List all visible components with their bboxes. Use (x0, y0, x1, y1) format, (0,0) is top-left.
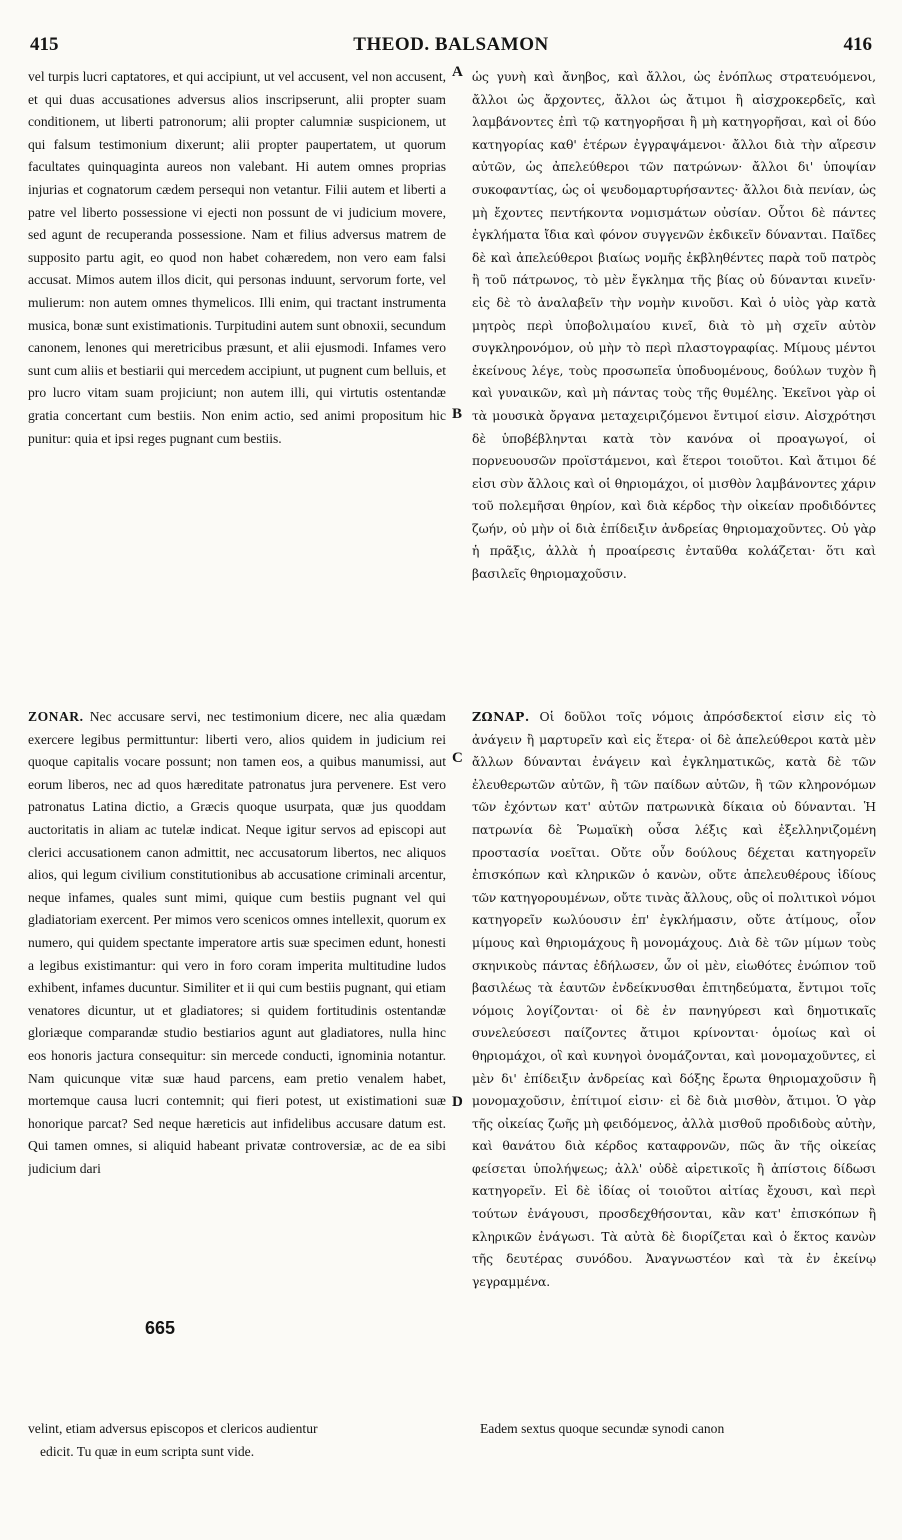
folio-number: 665 (145, 1318, 176, 1338)
tail-line-1-left: velint, etiam adversus episcopos et clericos audientur (28, 1421, 318, 1436)
running-title: THEOD. BALSAMON (353, 34, 549, 55)
greek-paragraph-bottom (472, 706, 876, 1293)
section-marker-d: D (452, 1094, 463, 1110)
latin-paragraph-bottom (28, 706, 446, 1180)
greek-column-bottom (472, 706, 876, 1402)
tail-line-1-right: Eadem sextus quoque secundæ synodi canon (480, 1421, 725, 1436)
latin-commentary: Nec accusare servi, nec testimonium dicere, nec alia quædam exercere legibus permittuntur: liberti vero, alios quidem in judicium rei quoque capitalis vocare possunt; non tamen eos, a quibus manumissi, aut eorum liberos, nec ad quos hæreditate patronatus jura pervenere. Est vero patronatus Latina dictio, a Græcis quoque usurpata, quæ jus quoddam auctoritatis in aliam ac tutelæ indicat. Neque igitur servos ad episcopi aut clerici accusationem canon admittit, nec accusatorum libertos, nec aliquos alios, qui legum civilium constitutionibus ab accusatione criminali arcentur, neque infames, quales sunt mimi, quique cum bestiis pugnant vel qui gladiatoriam exercent. Per mimos vero scenicos omnes intellexit, quorum ex numero, qui quidem spectante imperatore artis suæ specimen edunt, honesti a legibus existimantur: qui vero in foro coram imperita multitudine ludos exhibent, infames ducuntur. Similiter et ii qui cum bestiis pugnant, qui etiam venatores dicuntur, ut et gladiatores; si quidem fortitudinis ostentandæ gloriæque comparandæ studio bestiarios agunt aut gladiatores, nulla hinc eos honoris jactura consequitur: sin mercede conducti, ignominia notantur. Nam quicunque vitæ suæ haud parcens, eam pretio venalem habet, mortemque causa lucri contemnit; qui fieri potest, ut existimationi suæ honorique parcat? Sed neque hæreticis aut infidelibus accusare datum est. Qui tamen omnes, si aliquid habeant privatæ controversiæ, ac de ea sibi judicium dari (28, 709, 446, 1176)
section-marker-c: C (452, 750, 463, 766)
greek-column-top (472, 66, 876, 666)
page-number-left: 415 (30, 34, 59, 55)
zonar-heading-greek: ΖΩΝΑΡ. (472, 709, 530, 724)
page-number-right: 416 (843, 34, 872, 55)
latin-column-bottom (28, 706, 446, 1416)
latin-column-top (28, 66, 446, 666)
section-marker-a: A (452, 64, 463, 80)
tail-line-2-left: edicit. Tu quæ in eum scripta sunt vide. (40, 1444, 255, 1459)
section-marker-b: B (452, 406, 463, 422)
zonar-heading-latin: ZONAR. (28, 709, 84, 724)
page-header (30, 34, 872, 62)
greek-paragraph-top: ὡς γυνὴ καὶ ἄνηβος, καὶ ἄλλοι, ὡς ἐνόπλως στρατευόμενοι, ἄλλοι ὡς ἄρχοντες, ἄλλοι ὡς ἄτιμοι ἢ αἰσχροκερδεῖς, καὶ λαμβάνοντες ἐπὶ τῷ κατηγορῆσαι ἢ μὴ κατηγορῆσαι, καὶ οἱ δύο κατηγορίας καθ' ἑτέρων ἐγγραψάμενοι· ἄλλοι διὰ τὴν αἵρεσιν αὐτῶν, ὡς ἀπελεύθεροι τῶν πατρώνων· ἄλλοι δι' ὑποψίαν συκοφαντίας, ὡς οἱ ψευδομαρτυρήσαντες· ἄλλοι διὰ πενίαν, ὡς μὴ ἔχοντες πεντήκοντα νομισμάτων οὐσίαν. Οὗτοι δὲ πάντες ἐγκλήματα ἴδια καὶ φόνον συγγενῶν ἐκδικεῖν δύνανται. Παῖδες δὲ καὶ ἀπελεύθεροι βιαίως νομῆς ἐκβληθέντες παρὰ τοῦ πατρὸς ἢ τοῦ πάτρωνος, τὸ μὲν ἔγκλημα τῆς βίας οὐ δύνανται κινεῖν· εἰς δὲ τὸ ἀναλαβεῖν τὴν νομὴν κινοῦσι. Καὶ ὁ υἱὸς γὰρ κατὰ μητρὸς περὶ ὑποβολιμαίου κινεῖ, διὰ τὸ μὴ σχεῖν αὐτὸν συγκληρονόμον, οὐ μὴν τὸ περὶ πλαστογραφίας. Μίμους μέντοι ἐκείνους λέγε, τοὺς προσωπεῖα ὑποδυομένους, δούλων τυχὸν ἢ καὶ γυναικῶν, καὶ μὴ πάντας τοὺς τῆς θυμέλης. Ἐκεῖνοι γὰρ οἱ τὰ μουσικὰ ὄργανα μεταχειριζόμενοι ἔντιμοί εἰσιν. Αἰσχρότησι δὲ ὑποβέβληνται κατὰ τὸν κανόνα οἱ προαγωγοί, οἱ πορνευουσῶν προϊστάμενοι, καὶ ἕτεροι τοιοῦτοι. Καὶ ἄτιμοι δέ εἰσι σὺν ἄλλοις καὶ οἱ θηριομάχοι, οἱ μισθὸν λαμβάνοντες χάριν τοῦ πολεμῆσαι θηρίον, καὶ διὰ κέρδος τὴν οἰκείαν προδιδόντες ζωήν, οὐ μὴν οἱ διὰ ἐπίδειξιν ἀνδρείας θηριομαχοῦντες. Οὐ γὰρ ἡ πρᾶξις, ἀλλὰ ἡ προαίρεσις ἐνταῦθα κολάζεται· ὅτι καὶ βασιλεῖς θηριομαχοῦσιν. (472, 69, 876, 582)
latin-paragraph-top: vel turpis lucri captatores, et qui accipiunt, ut vel accusent, vel non accusent, et qui duas accusationes adversus alios inscripserunt, alii propter suam conditionem, ut liberti patronorum; alii propter calumniæ suspicionem, ut qui falsum testimonium dixerunt; alii propter paupertatem, ut quorum facultates quinquaginta aureos non valebant. Hi autem omnes proprias injurias et cognatorum cædem persequi non vetantur. Filii autem et liberti a patre vel liberto possessione vi ejecti non possunt de vi judicium movere, sed agunt de recuperanda possessione. Nam et filius adversus matrem de supposito partu agit, eo quod non habet cohæredem, non vero eam falsi accusat. Mimos autem illos dicit, qui personas induunt, servorum forte, vel mulierum: non autem omnes thymelicos. Illi enim, qui tractant instrumenta musica, bonæ sunt existimationis. Turpitudini autem sunt obnoxii, secundum canonem, lenones qui meretricibus præsunt, et alii ejusmodi. Infames vero sunt cum aliis et bestiarii qui mercedem accipiunt, ut pugnent cum belluis, et pro lucro vitam suam projiciunt; non autem illi, qui virtutis ostentandæ gratia concertant cum bestiis. Non enim actio, sed animi propositum hic punitur: quia et ipsi reges pugnant cum bestiis. (28, 69, 446, 446)
greek-commentary: Οἱ δοῦλοι τοῖς νόμοις ἀπρόσδεκτοί εἰσιν εἰς τὸ ἀνάγειν ἢ μαρτυρεῖν καὶ εἰς ἕτερα· οἱ δὲ ἀπελεύθεροι κατὰ μὲν ἄλλων δύνανται ἐνάγειν καὶ ἐγκληματικῶς, κατὰ δὲ τῶν ἐλευθερωτῶν αὐτῶν, ἢ τῶν παίδων αὐτῶν, ἢ τῶν κληρονόμων τῶν ἐχόντων κατ' αὐτῶν πατρωνικὰ δίκαια οὐ δύνανται. Ἡ πατρωνία δὲ Ῥωμαϊκὴ οὖσα λέξις καὶ ἐξελληνιζομένη προστασία νοεῖται. Οὔτε οὖν δούλους δέχεται κατηγορεῖν ἐπισκόπων καὶ κληρικῶν ὁ κανὼν, οὔτε ἀπελευθέρους ἰδίους τῶν κατηγορουμένων, οὔτε τινὰς ἄλλους, οὓς οἱ πολιτικοὶ νόμοι κατηγορεῖν κωλύουσιν ἐπ' ἐγκλήμασιν, οὔτε ἀτίμους, οἷον μίμους καὶ θηριομάχους ἢ μονομάχους. Διὰ δὲ τῶν μίμων τοὺς σκηνικοὺς πάντας ἐδήλωσεν, ὧν οἱ μὲν, εἰωθότες ἐνώπιον τοῦ βασιλέως τὰ ἑαυτῶν ἐνδείκνυσθαι ἐπιτηδεύματα, ἔντιμοι τοῖς νόμοις λογίζονται· οἱ δὲ ἐν πανηγύρεσι καὶ δημοτικαῖς συνελεύσεσι παίζοντες ἄτιμοι κρίνονται· ὁμοίως καὶ οἱ θηριομάχοι, οἳ καὶ κυνηγοὶ ὀνομάζονται, καὶ μονομαχοῦντες, εἰ μὲν δι' ἐπίδειξιν ἀνδρείας καὶ δόξης ἔρωτα θηριομαχοῦσιν ἢ μονομαχοῦσιν, ἐπίτιμοί εἰσιν· εἰ δὲ διὰ μισθὸν, ἄτιμοι. Ὁ γὰρ τῆς οἰκείας ζωῆς μὴ φειδόμενος, ἀλλὰ μισθοῦ προδιδοὺς αὐτὴν, καὶ θανάτου διὰ κέρδος καταφρονῶν, πῶς ἂν τῆς οἰκείας φείσεται ὑπολήψεως; ἀλλ' οὐδὲ αἱρετικοῖς ἢ ἀπίστοις δίδωσι κατηγορεῖν. Εἰ δὲ ἰδίας οἱ τοιοῦτοι αἰτίας ἔχουσι, καὶ περὶ τούτων ἐνάγουσι, προσδεχθήσονται, κἂν κατ' ἐπισκόπων ἢ κληρικῶν ἐνάγωσι. Τὰ αὐτὰ δὲ διορίζεται καὶ ὁ ἕκτος κανὼν τῆς δευτέρας συνόδου. Ἀναγνωστέον καὶ τὰ ἐν ἐκείνῳ γεγραμμένα. (472, 709, 876, 1289)
